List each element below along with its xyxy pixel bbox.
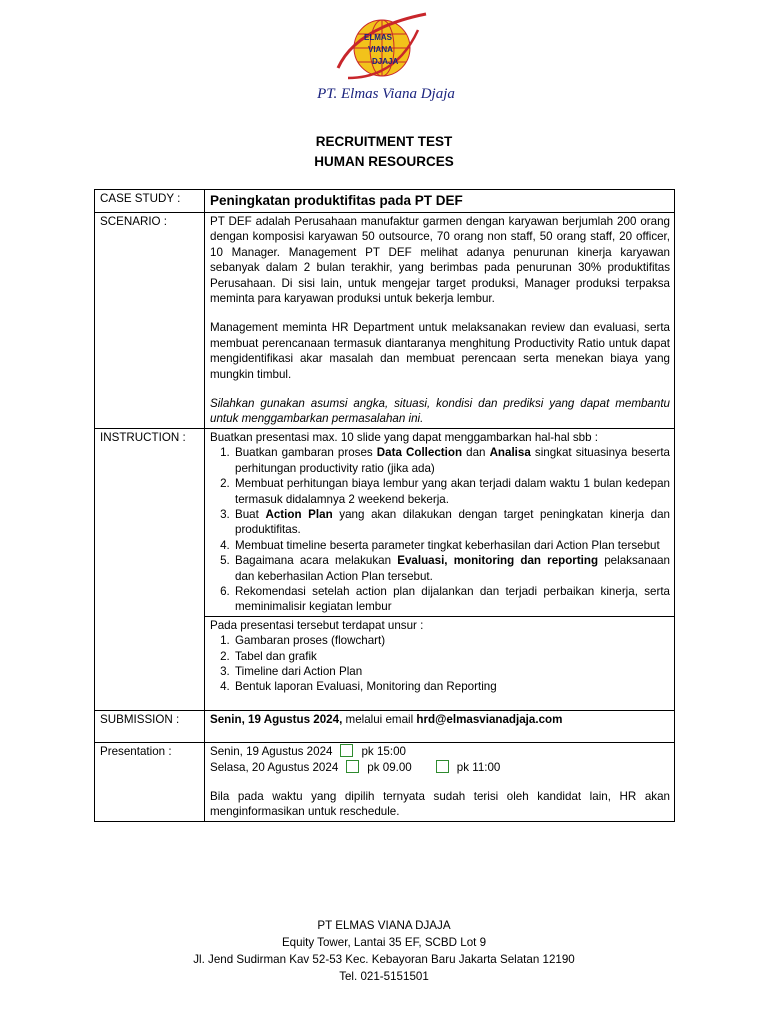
test-table (94, 189, 675, 822)
list-item: 5. Bagaimana acara melakukan Evaluasi, monitoring dan reporting pelaksanaan dan keberhasilan Action Plan tersebut. (233, 553, 670, 584)
elements-body (205, 616, 675, 710)
logo-line-1: ELMAS (364, 33, 392, 42)
instruction-label: INSTRUCTION : (95, 428, 205, 710)
footer-tel: Tel. 021-5151501 (339, 970, 429, 983)
scenario-row (95, 213, 675, 429)
scenario-paragraph-1: PT DEF adalah Perusahaan manufaktur garmen dengan karyawan berjumlah 200 orang dengan komposisi karyawan 50 outsource, 70 orang non staff, 50 orang staff, 20 officer, 10 Manager. Management PT DEF melihat adanya penurunan kinerja karyawan sebanyak dalam 2 bulan terakhir, yang berimbas pada penurunan 30% produktifitas Perusahaan. Di sisi lain, untuk mengejar target produksi, Manager produksi terpaksa meminta para karyawan produksi untuk bekerja lembur. (210, 215, 670, 306)
instruction-list (210, 445, 670, 614)
slot-row-2 (210, 760, 670, 775)
slot-2-time-2: pk 11:00 (456, 760, 501, 774)
list-item: 2. Membuat perhitungan biaya lembur yang akan terjadi dalam waktu 1 bulan kedepan termasuk didalamnya 2 weekend bekerja. (233, 476, 670, 507)
company-logo (286, 8, 486, 108)
list-item: 4. Membuat timeline beserta parameter tingkat keberhasilan dari Action Plan tersebut (233, 538, 670, 553)
footer-building: Equity Tower, Lantai 35 EF, SCBD Lot 9 (281, 936, 487, 949)
instruction-intro: Buatkan presentasi max. 10 slide yang dapat menggambarkan hal-hal sbb : (210, 430, 598, 444)
list-item: 2. Tabel dan grafik (233, 649, 670, 664)
scenario-body (205, 213, 675, 429)
footer-company: PT ELMAS VIANA DJAJA (317, 919, 451, 932)
submission-row (95, 710, 675, 742)
list-item: 3. Buat Action Plan yang akan dilakukan dengan target peningkatan kinerja dan produktifitas. (233, 507, 670, 538)
list-item: 4. Bentuk laporan Evaluasi, Monitoring dan Reporting (233, 679, 670, 694)
instruction-body (205, 428, 675, 616)
case-study-row (95, 190, 675, 213)
presentation-row (95, 743, 675, 822)
company-script-name: PT. Elmas Viana Djaja (317, 86, 455, 102)
globe-icon (338, 14, 426, 78)
logo-line-3: DJAJA (372, 57, 399, 66)
doc-title: RECRUITMENT TEST (315, 134, 453, 149)
scenario-label: SCENARIO : (95, 213, 205, 429)
slot-2-checkbox-1[interactable] (346, 760, 359, 773)
footer-address: Jl. Jend Sudirman Kav 52-53 Kec. Kebayoran Baru Jakarta Selatan 12190 (193, 953, 575, 966)
scenario-paragraph-2: Management meminta HR Department untuk melaksanakan review dan evaluasi, serta membuat perencanaan termasuk diantaranya menghitung Productivity Ratio untuk dapat mengidentifikasi akar masalah dan membuat perencaan serta menekan biaya yang mungkin timbul. (210, 321, 670, 381)
submission-label: SUBMISSION : (95, 710, 205, 742)
slot-day-1: Senin, 19 Agustus 2024 (210, 745, 333, 759)
presentation-body (205, 743, 675, 822)
submission-body: Senin, 19 Agustus 2024, melalui email hrd@elmasvianadjaja.com (205, 710, 675, 742)
list-item: 1. Buatkan gambaran proses Data Collection dan Analisa singkat situasinya beserta perhitungan productivity ratio (jika ada) (233, 445, 670, 476)
elements-intro: Pada presentasi tersebut terdapat unsur : (210, 618, 424, 632)
scenario-paragraph-3: Silahkan gunakan asumsi angka, situasi, kondisi dan prediksi yang dapat membantu untuk menggambarkan permasalahan ini. (210, 397, 670, 426)
slot-1-checkbox-1[interactable] (340, 744, 353, 757)
list-item: 3. Timeline dari Action Plan (233, 664, 670, 679)
case-study-value: Peningkatan produktifitas pada PT DEF (205, 190, 675, 213)
presentation-label: Presentation : (95, 743, 205, 822)
case-study-label: CASE STUDY : (95, 190, 205, 213)
elements-list (210, 633, 670, 695)
submission-email: hrd@elmasvianadjaja.com (416, 712, 563, 726)
presentation-note: Bila pada waktu yang dipilih ternyata sudah terisi oleh kandidat lain, HR akan menginformasikan untuk reschedule. (210, 790, 670, 819)
footer (0, 917, 768, 985)
slot-2-time-1: pk 09.00 (367, 760, 412, 774)
slot-1-time-1: pk 15:00 (361, 745, 406, 759)
slot-2-checkbox-2[interactable] (436, 760, 449, 773)
submission-date: Senin, 19 Agustus 2024, (210, 712, 343, 726)
logo-line-2: VIANA (368, 45, 393, 54)
list-item: 1. Gambaran proses (flowchart) (233, 633, 670, 648)
instruction-row (95, 428, 675, 616)
list-item: 6. Rekomendasi setelah action plan dijalankan dan terjadi perbaikan kinerja, serta meminimalisir kegiatan lembur (233, 584, 670, 615)
slot-row-1 (210, 744, 670, 759)
doc-subtitle: HUMAN RESOURCES (314, 154, 454, 169)
slot-day-2: Selasa, 20 Agustus 2024 (210, 760, 339, 774)
